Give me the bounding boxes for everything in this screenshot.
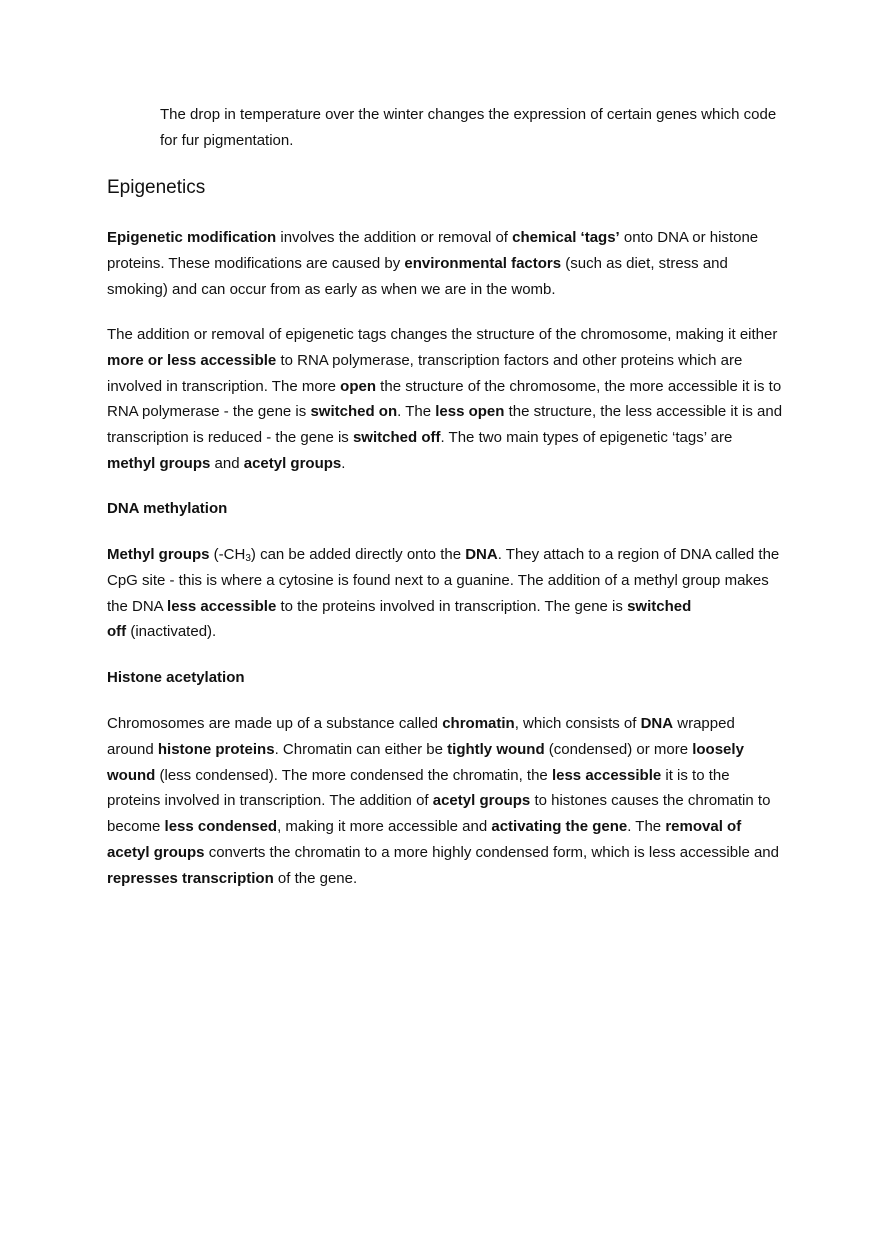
bold-term: switched (627, 597, 692, 615)
bold-term: chromatin (442, 715, 515, 732)
paragraph-epigenetic-tags (107, 322, 782, 477)
bold-term: histone proteins (157, 740, 275, 758)
text-line: proteins. These modifications are caused by environmental factors (such as diet, stress and (107, 254, 728, 272)
bold-term: chemical ‘tags’ (512, 229, 620, 246)
bold-term: less open (435, 403, 505, 421)
text-line: proteins involved in transcription. The addition of acetyl groups to histones causes the chromatin to (107, 792, 771, 810)
subheading-histone-acetylation: Histone acetylation (107, 669, 245, 686)
bold-term: Epigenetic modification (107, 229, 277, 246)
bold-term: less accessible (551, 766, 662, 784)
bold-term: less condensed (164, 818, 278, 836)
text-line: wound (less condensed). The more condensed the chromatin, the less accessible it is to the (107, 766, 730, 784)
bold-term: activating the gene (491, 818, 628, 836)
intro-paragraph (160, 102, 776, 154)
text-line: RNA polymerase - the gene is switched on. The less open the structure, the less accessible it is and (107, 403, 783, 421)
bold-term: switched on (310, 403, 398, 421)
bold-term: wound (107, 766, 156, 784)
bold-term: off (107, 623, 127, 641)
bold-term: tightly wound (447, 740, 545, 758)
subscript: 3 (245, 553, 251, 564)
bold-term: acetyl groups (432, 792, 531, 810)
bold-term: DNA (465, 546, 498, 563)
text-line: more or less accessible to RNA polymerase, transcription factors and other proteins which are (107, 351, 743, 369)
bold-term: Methyl groups (107, 546, 210, 563)
text-line: Chromosomes are made up of a substance called chromatin, which consists of DNA wrapped (107, 715, 735, 732)
bold-term: methyl groups (107, 454, 211, 472)
text-line: represses transcription of the gene. (107, 869, 358, 887)
text-line: The drop in temperature over the winter changes the expression of certain genes which code (160, 106, 777, 123)
text-line: involved in transcription. The more open the structure of the chromosome, the more accessible it is to (107, 377, 782, 395)
text-line: The addition or removal of epigenetic tags changes the structure of the chromosome, making it either (107, 326, 778, 343)
text-line: Epigenetic modification involves the addition or removal of chemical ‘tags’ onto DNA or histone (107, 229, 759, 246)
text-line: for fur pigmentation. (160, 131, 294, 149)
bold-term: switched off (352, 429, 441, 447)
subheading-dna-methylation: DNA methylation (107, 500, 228, 517)
text-line: CpG site - this is where a cytosine is found next to a guanine. The addition of a methyl group makes (107, 571, 769, 589)
text-line: Methyl groups $(-CH_3)$ can be added directly onto the DNA. They attach to a region of DNA called the (107, 546, 780, 564)
text-line: become less condensed, making it more accessible and activating the gene. The removal of (107, 818, 742, 836)
bold-term: more or less accessible (107, 351, 277, 369)
text-line: off (inactivated). (107, 623, 217, 641)
bold-term: environmental factors (404, 254, 562, 272)
section-heading-epigenetics: Epigenetics (107, 177, 206, 198)
bold-term: loosely (692, 740, 744, 758)
text-line: methyl groups and acetyl groups. (107, 454, 346, 472)
text-line: smoking) and can occur from as early as when we are in the womb. (107, 280, 556, 298)
bold-term: less accessible (167, 597, 277, 615)
paragraph-dna-methylation (107, 542, 779, 645)
bold-term: open (340, 377, 377, 395)
text-line: around histone proteins. Chromatin can either be tightly wound (condensed) or more loosely (107, 740, 744, 758)
paragraph-epigenetic-modification (107, 225, 758, 302)
bold-term: represses transcription (107, 869, 274, 887)
bold-term: acetyl groups (243, 454, 342, 472)
paragraph-histone-acetylation (107, 711, 779, 892)
bold-term: removal of (665, 818, 742, 836)
text-line: the DNA less accessible to the proteins involved in transcription. The gene is switched (107, 597, 692, 615)
bold-term: acetyl groups (107, 843, 205, 861)
text-line: transcription is reduced - the gene is switched off. The two main types of epigenetic ‘tags’ are (107, 429, 733, 447)
text-line: acetyl groups converts the chromatin to a more highly condensed form, which is less accessible and (107, 843, 779, 861)
bold-term: DNA (640, 715, 674, 732)
